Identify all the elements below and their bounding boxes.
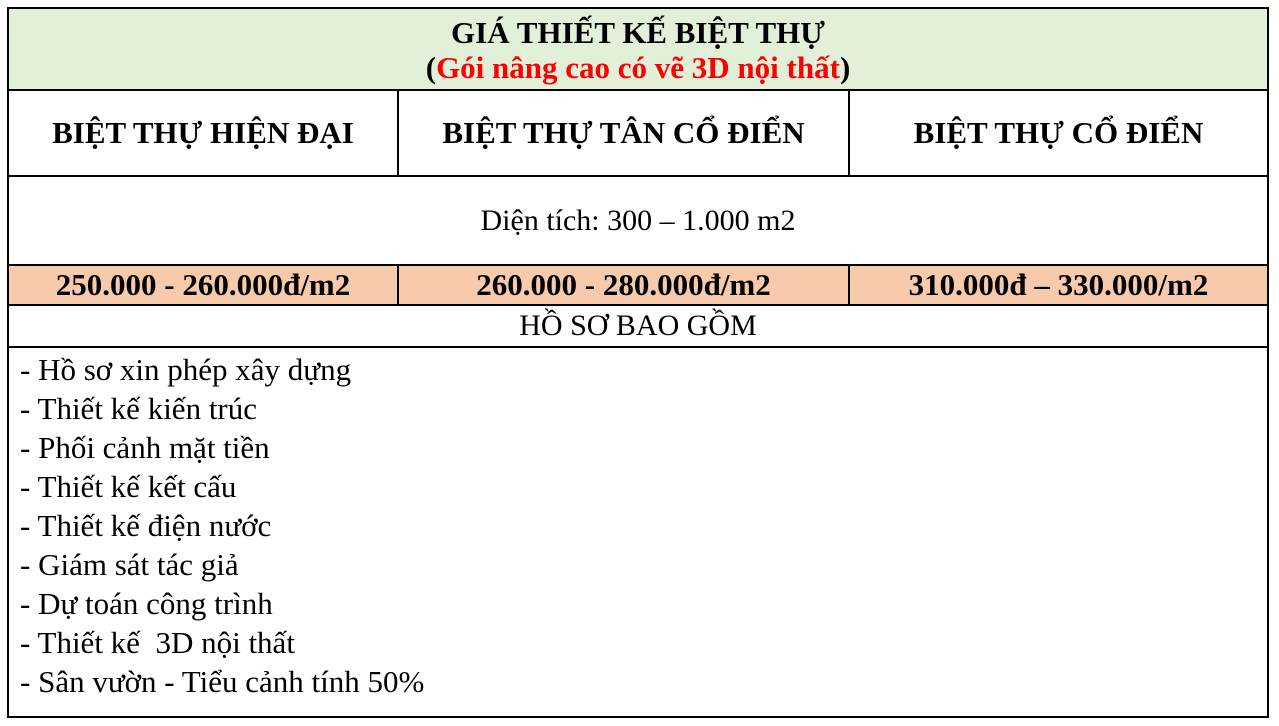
dossier-header: HỒ SƠ BAO GỒM <box>9 306 1267 348</box>
dossier-list <box>9 348 1267 716</box>
price-modern: 250.000 - 260.000đ/m2 <box>9 266 399 304</box>
column-header-classical: BIỆT THỰ CỔ ĐIỂN <box>913 115 1204 150</box>
price-neoclassical: 260.000 - 280.000đ/m2 <box>399 266 850 304</box>
list-item: - Thiết kế kết cấu <box>20 469 237 504</box>
paren-close: ) <box>839 50 851 85</box>
list-item: - Hồ sơ xin phép xây dựng <box>20 352 352 387</box>
list-item: - Thiết kế điện nước <box>20 508 272 543</box>
list-item: - Giám sát tác giả <box>20 547 239 582</box>
list-item: - Sân vườn - Tiểu cảnh tính 50% <box>20 664 425 699</box>
column-headers <box>9 91 1267 177</box>
price-classical: 310.000đ – 330.000/m2 <box>908 267 1209 302</box>
column-header-modern: BIỆT THỰ HIỆN ĐẠI <box>9 91 399 175</box>
title-main: GIÁ THIẾT KẾ BIỆT THỰ <box>451 15 825 50</box>
table-title <box>9 9 1267 91</box>
pricing-table <box>7 7 1269 718</box>
price-row <box>9 266 1267 306</box>
paren-open: ( <box>425 50 437 85</box>
column-header-neoclassical: BIỆT THỰ TÂN CỔ ĐIỂN <box>399 91 850 175</box>
title-subtitle-line <box>9 50 1267 85</box>
list-item: - Thiết kế 3D nội thất <box>20 625 295 660</box>
area-row: Diện tích: 300 – 1.000 m2 <box>9 177 1267 266</box>
title-subtitle: Gói nâng cao có vẽ 3D nội thất <box>436 50 840 85</box>
list-item: - Phối cảnh mặt tiền <box>20 430 270 465</box>
list-item: - Thiết kế kiến trúc <box>20 391 258 426</box>
list-item: - Dự toán công trình <box>20 586 273 621</box>
